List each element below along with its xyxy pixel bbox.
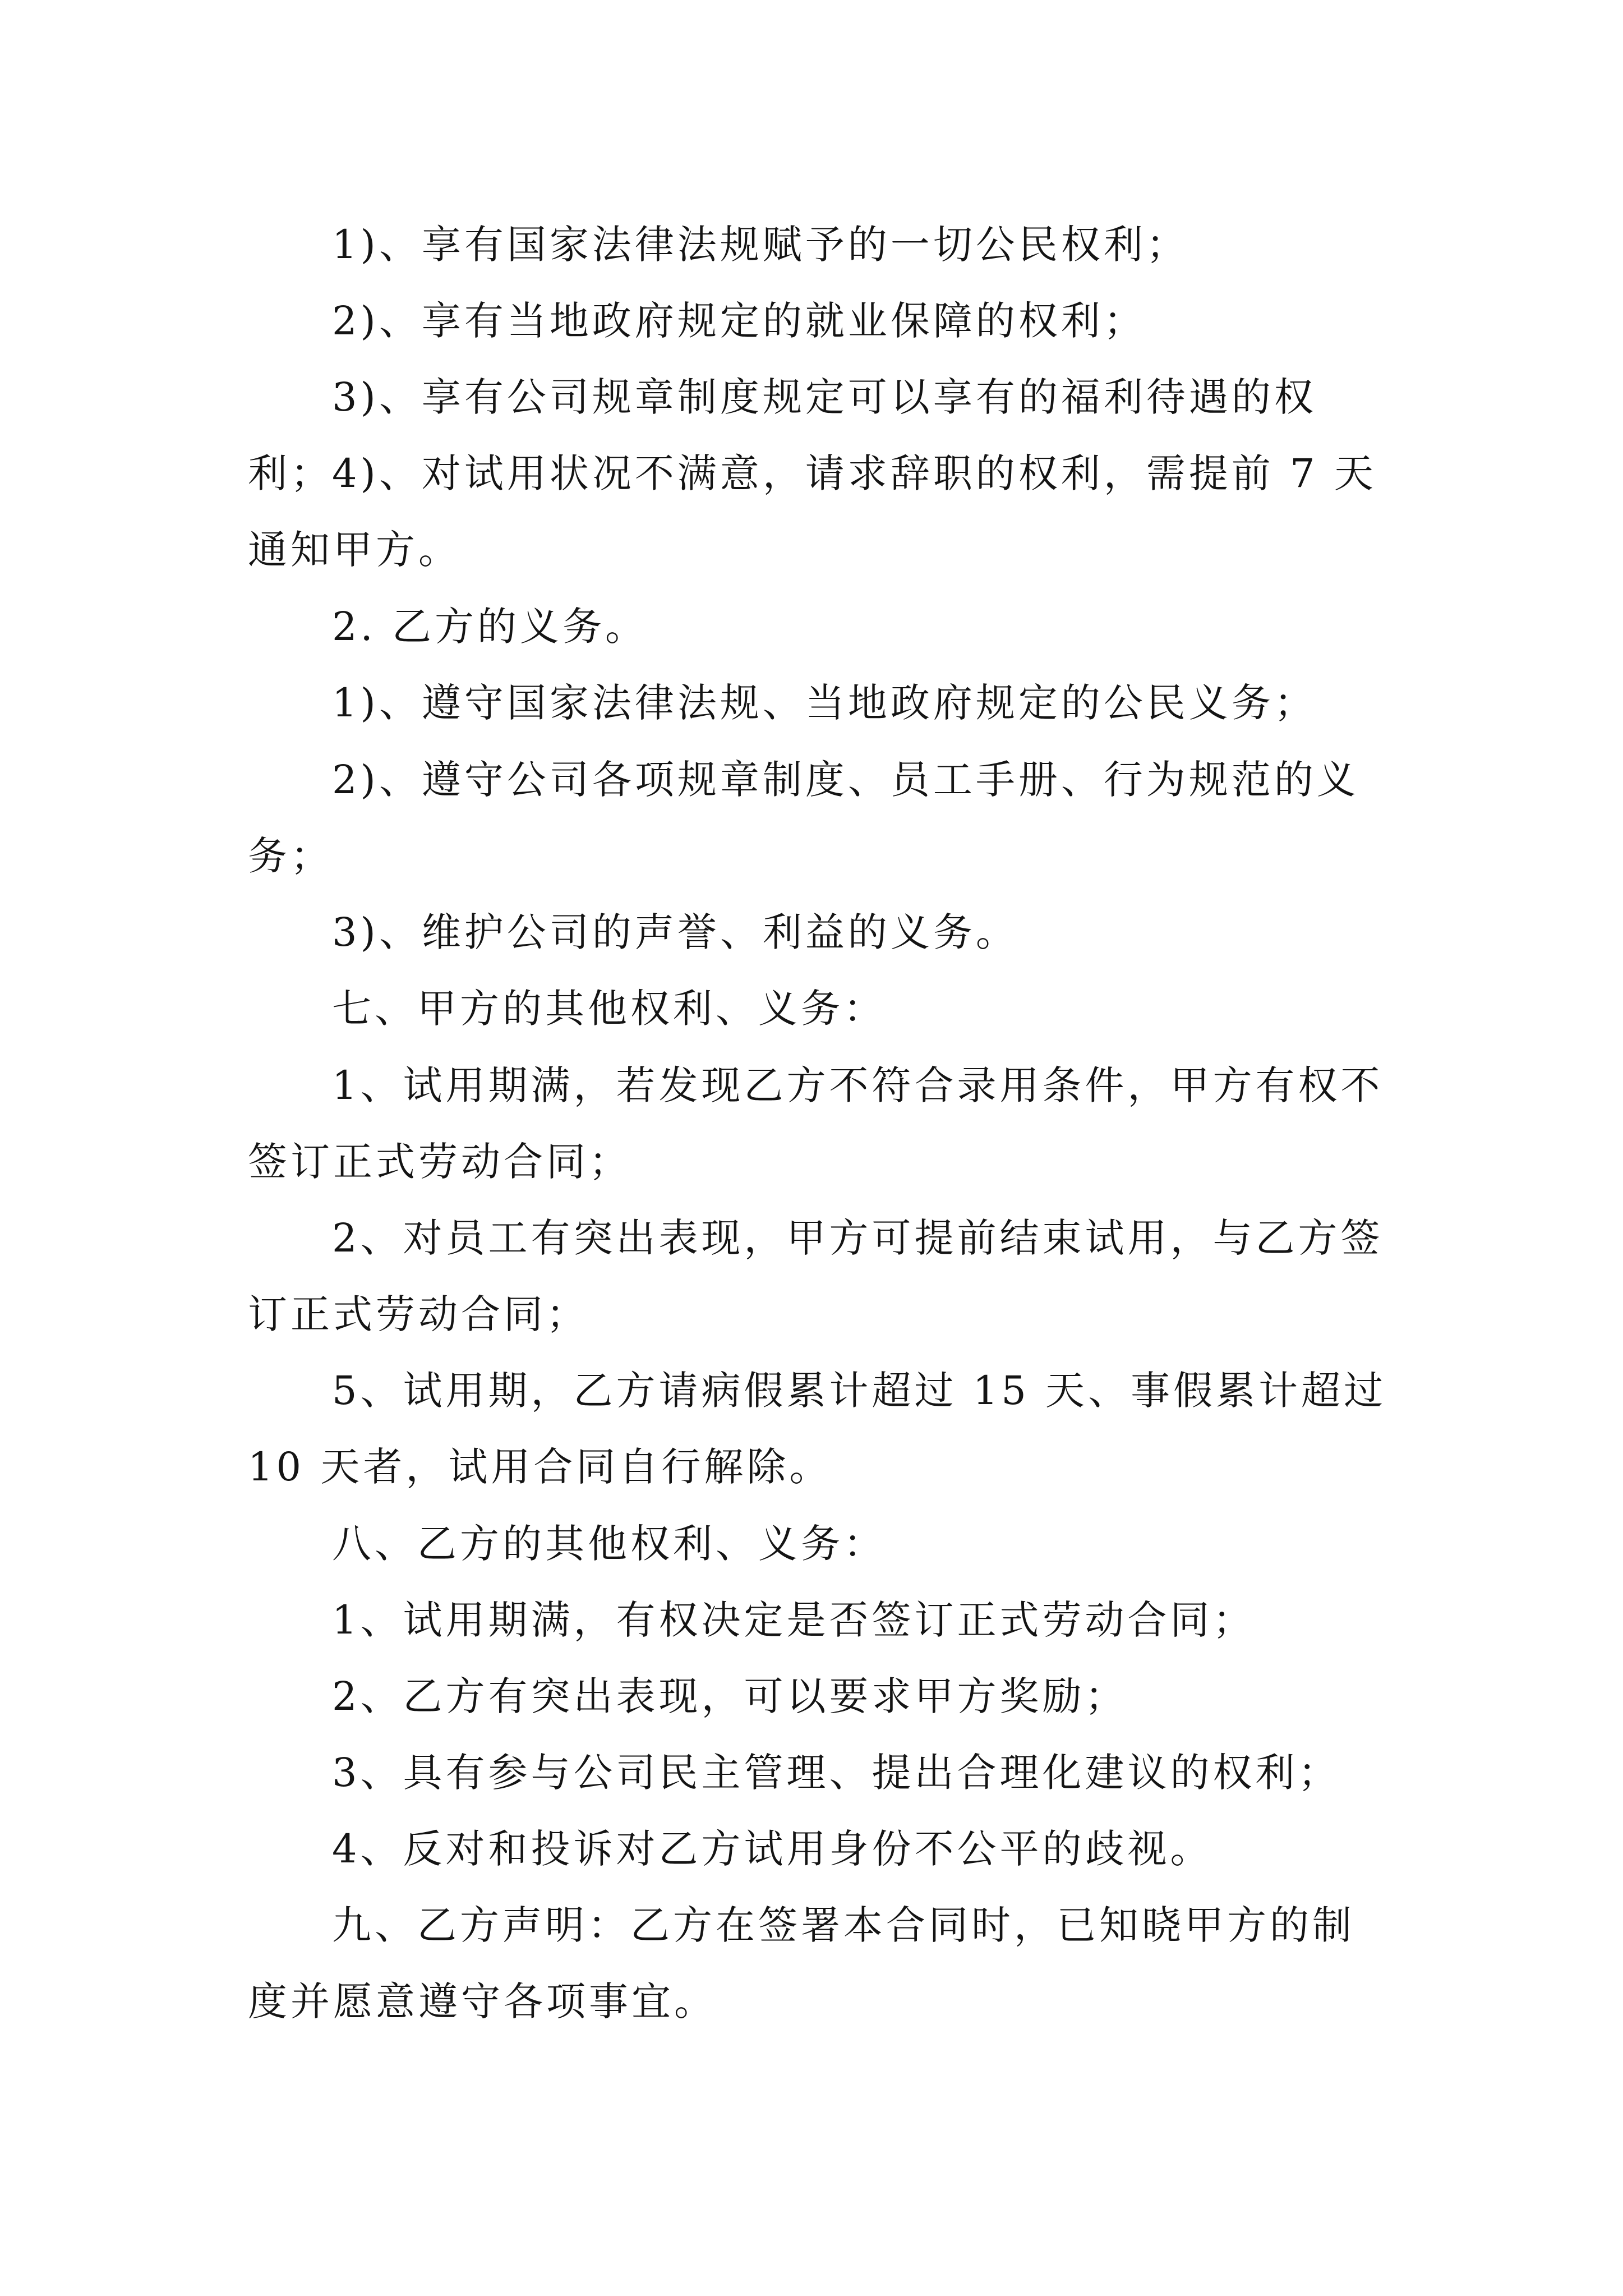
paragraph-eight-4: 4、反对和投诉对乙方试用身份不公平的歧视。 [332,1826,1213,1872]
paragraph-obligation-3: 3)、维护公司的声誉、利益的义务。 [332,909,1018,955]
paragraph-obligation-1: 1)、遵守国家法律法规、当地政府规定的公民义务； [332,680,1317,726]
paragraph-section-nine: 九、乙方声明：乙方在签署本合同时，已知晓甲方的制度并愿意遵守各项事宜。 [248,1902,1355,2024]
paragraph-seven-5: 5、试用期，乙方请病假累计超过 15 天、事假累计超过 10 天者，试用合同自行解除。 [248,1368,1403,1490]
paragraph-eight-1: 1、试用期满，有权决定是否签订正式劳动合同； [332,1597,1256,1643]
paragraph-eight-2: 2、乙方有突出表现，可以要求甲方奖励； [332,1673,1128,1719]
paragraph-obligation-2: 2)、遵守公司各项规章制度、员工手册、行为规范的义务； [248,757,1359,879]
paragraph-seven-1: 1、试用期满，若发现乙方不符合录用条件，甲方有权不签订正式劳动合同； [248,1062,1384,1185]
paragraph-eight-3: 3、具有参与公司民主管理、提出合理化建议的权利； [332,1750,1341,1796]
heading-obligations: 2. 乙方的义务。 [332,604,648,650]
paragraph-rights-4: 4)、对试用状况不满意，请求辞职的权利，需提前 7 天通知甲方。 [248,450,1377,573]
paragraph-rights-2: 2)、享有当地政府规定的就业保障的权利； [332,298,1146,344]
paragraph-rights-3: 3)、享有公司规章制度规定可以享有的福利待遇的权利； [248,374,1317,496]
heading-section-seven: 七、甲方的其他权利、义务： [332,986,886,1032]
paragraph-rights-1: 1)、享有国家法律法规赋予的一切公民权利； [332,222,1189,268]
paragraph-seven-2: 2、对员工有突出表现，甲方可提前结束试用，与乙方签订正式劳动合同； [248,1215,1384,1337]
heading-section-eight: 八、乙方的其他权利、义务： [332,1521,886,1567]
